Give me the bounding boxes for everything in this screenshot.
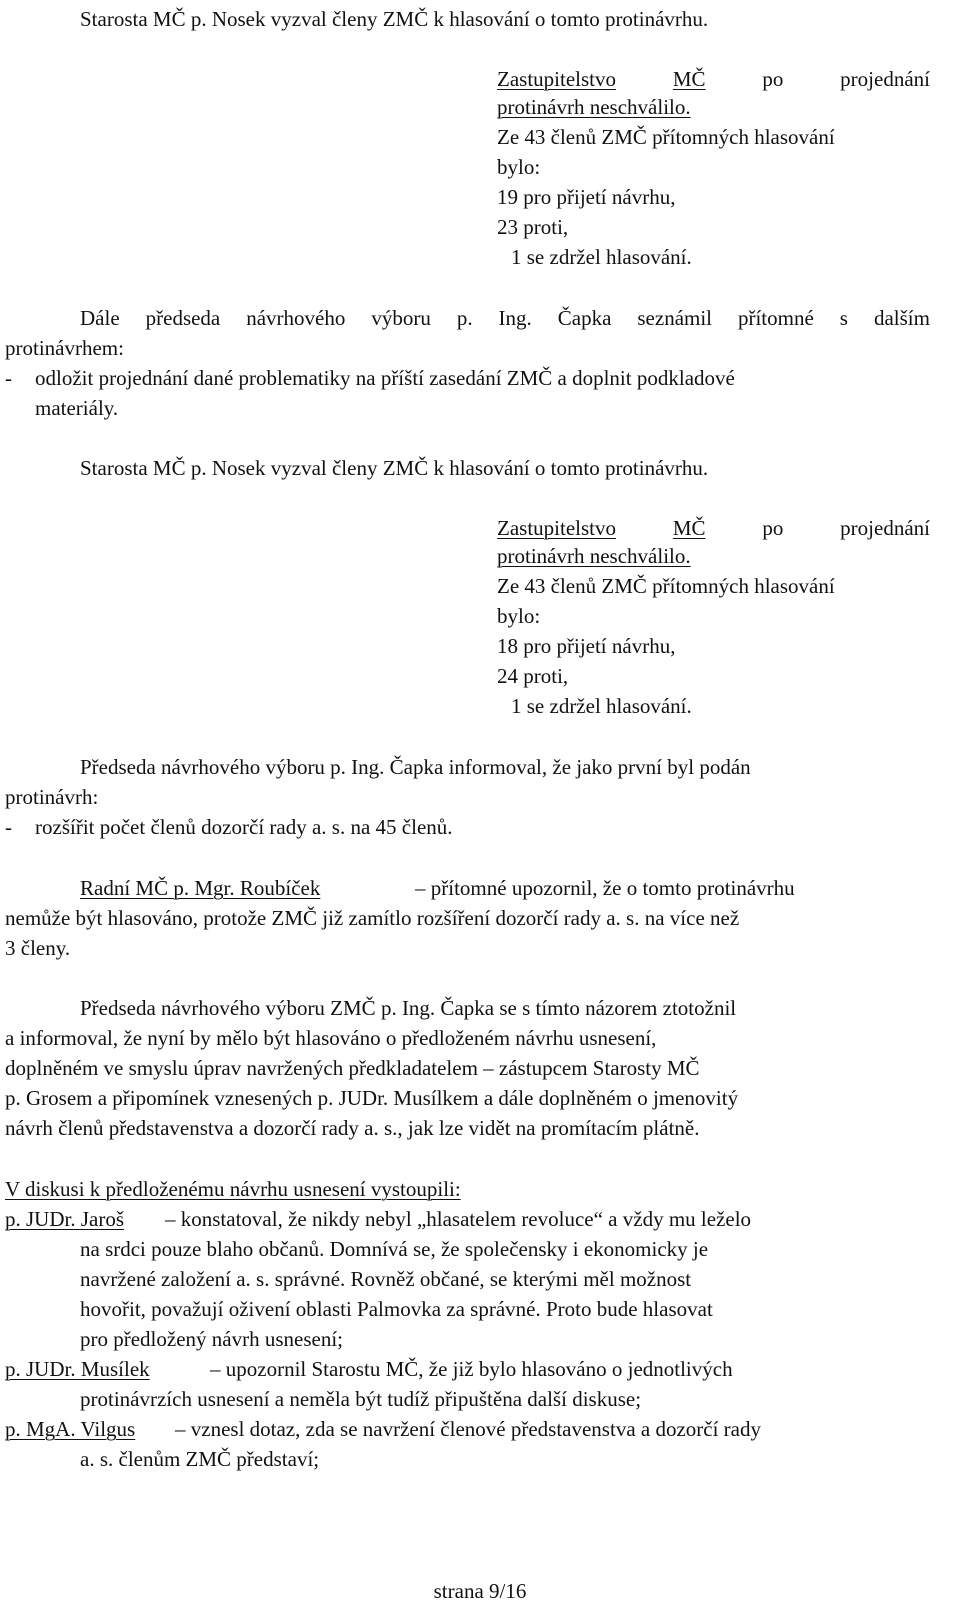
vote2-result-line1 [497,515,930,541]
speaker-line: navržené založení a. s. správné. Rovněž občané, se kterými měl možnost [80,1267,692,1291]
word: p. [456,306,473,330]
capka-line3: doplněném ve smyslu úprav navržených předkladatelem – zástupcem Starosty MČ [5,1056,700,1080]
vote2-zdrzel: 1 se zdržel hlasování. [511,694,692,718]
vote2-result-word: projednání [840,516,930,540]
proposal2-item-line1: odložit projednání dané problematiky na příští zasedání ZMČ a doplnit podkladové [35,366,735,390]
proposal3-line2: protinávrh: [5,785,99,809]
capka-line1: Předseda návrhového výboru ZMČ p. Ing. Čapka se s tímto názorem ztotožnil [80,996,737,1020]
vote2-result-word: MČ [672,516,706,540]
speaker-line: pro předložený návrh usnesení; [80,1327,344,1351]
vote1-result-line2: protinávrh neschválilo. [497,95,691,119]
vote1-result-word: MČ [672,67,706,91]
vote2-pro: 18 pro přijetí návrhu, [497,634,676,658]
speaker-line: – upozornil Starostu MČ, že již bylo hlasováno o jednotlivých [210,1357,733,1381]
word: dalším [873,306,930,330]
word: seznámil [637,306,713,330]
proposal2-bullet: - [5,366,12,390]
word: přítomné [737,306,814,330]
vote2-result-line2: protinávrh neschválilo. [497,544,691,568]
page-number: strana 9/16 [433,1579,527,1603]
speaker-name: p. JUDr. Jaroš [5,1207,124,1231]
word: výboru [371,306,431,330]
speaker-line: na srdci pouze blaho občanů. Domnívá se, že společensky i ekonomicky je [80,1237,709,1261]
proposal2-item-line2: materiály. [35,396,119,420]
vote2-intro: Starosta MČ p. Nosek vyzval členy ZMČ k hlasování o tomto protinávrhu. [80,456,709,480]
speaker-name: p. MgA. Vilgus [5,1417,136,1441]
vote1-zdrzel: 1 se zdržel hlasování. [511,245,692,269]
vote2-count-line2: bylo: [497,604,541,628]
speaker-line: hovořit, považují oživení oblasti Palmovka za správné. Proto bude hlasovat [80,1297,713,1321]
discussion-heading: V diskusi k předloženému návrhu usnesení vystoupili: [5,1177,461,1201]
capka-line5: návrh členů představenstva a dozorčí rady a. s., jak lze vidět na promítacím plátně. [5,1116,700,1140]
proposal3-line1: Předseda návrhového výboru p. Ing. Čapka informoval, že jako první byl podán [80,755,751,779]
word: s [839,306,848,330]
vote1-intro: Starosta MČ p. Nosek vyzval členy ZMČ k hlasování o tomto protinávrhu. [80,7,709,31]
vote1-result-word: Zastupitelstvo [497,67,616,91]
speaker-line: protinávrzích usnesení a neměla být tudíž připuštěna další diskuse; [80,1387,642,1411]
word: Čapka [557,306,612,330]
vote2-proti: 24 proti, [497,664,569,688]
roubicek-line2: nemůže být hlasováno, protože ZMČ již zamítlo rozšíření dozorčí rady a. s. na více než [5,906,740,930]
vote2-result-word: Zastupitelstvo [497,516,616,540]
vote1-result-word: po [762,67,784,91]
speaker-name: p. JUDr. Musílek [5,1357,150,1381]
vote1-count-line2: bylo: [497,155,541,179]
proposal2-line2: protinávrhem: [5,336,124,360]
word: Dále [80,306,120,330]
vote1-proti: 23 proti, [497,215,569,239]
speaker-line: a. s. členům ZMČ představí; [80,1447,320,1471]
vote2-result-word: po [762,516,784,540]
vote1-result-line1 [497,66,930,92]
capka-line2: a informoval, že nyní by mělo být hlasováno o předloženém návrhu usnesení, [5,1026,657,1050]
vote1-pro: 19 pro přijetí návrhu, [497,185,676,209]
vote2-count-line1: Ze 43 členů ZMČ přítomných hlasování [497,574,835,598]
speaker-line: – konstatoval, že nikdy nebyl „hlasatelem revoluce“ a vždy mu leželo [165,1207,752,1231]
word: návrhového [246,306,346,330]
proposal3-item: rozšířit počet členů dozorčí rady a. s. na 45 členů. [35,815,453,839]
roubicek-line1: – přítomné upozornil, že o tomto protinávrhu [415,876,795,900]
word: Ing. [498,306,532,330]
capka-line4: p. Grosem a připomínek vznesených p. JUDr. Musílkem a dále doplněném o jmenovitý [5,1086,739,1110]
roubicek-name: Radní MČ p. Mgr. Roubíček [80,876,321,900]
vote1-result-word: projednání [840,67,930,91]
roubicek-line3: 3 členy. [5,936,71,960]
word: předseda [145,306,221,330]
speaker-line: – vznesl dotaz, zda se navržení členové představenstva a dozorčí rady [175,1417,761,1441]
proposal3-bullet: - [5,815,12,839]
vote1-count-line1: Ze 43 členů ZMČ přítomných hlasování [497,125,835,149]
proposal2-line1 [80,305,930,331]
